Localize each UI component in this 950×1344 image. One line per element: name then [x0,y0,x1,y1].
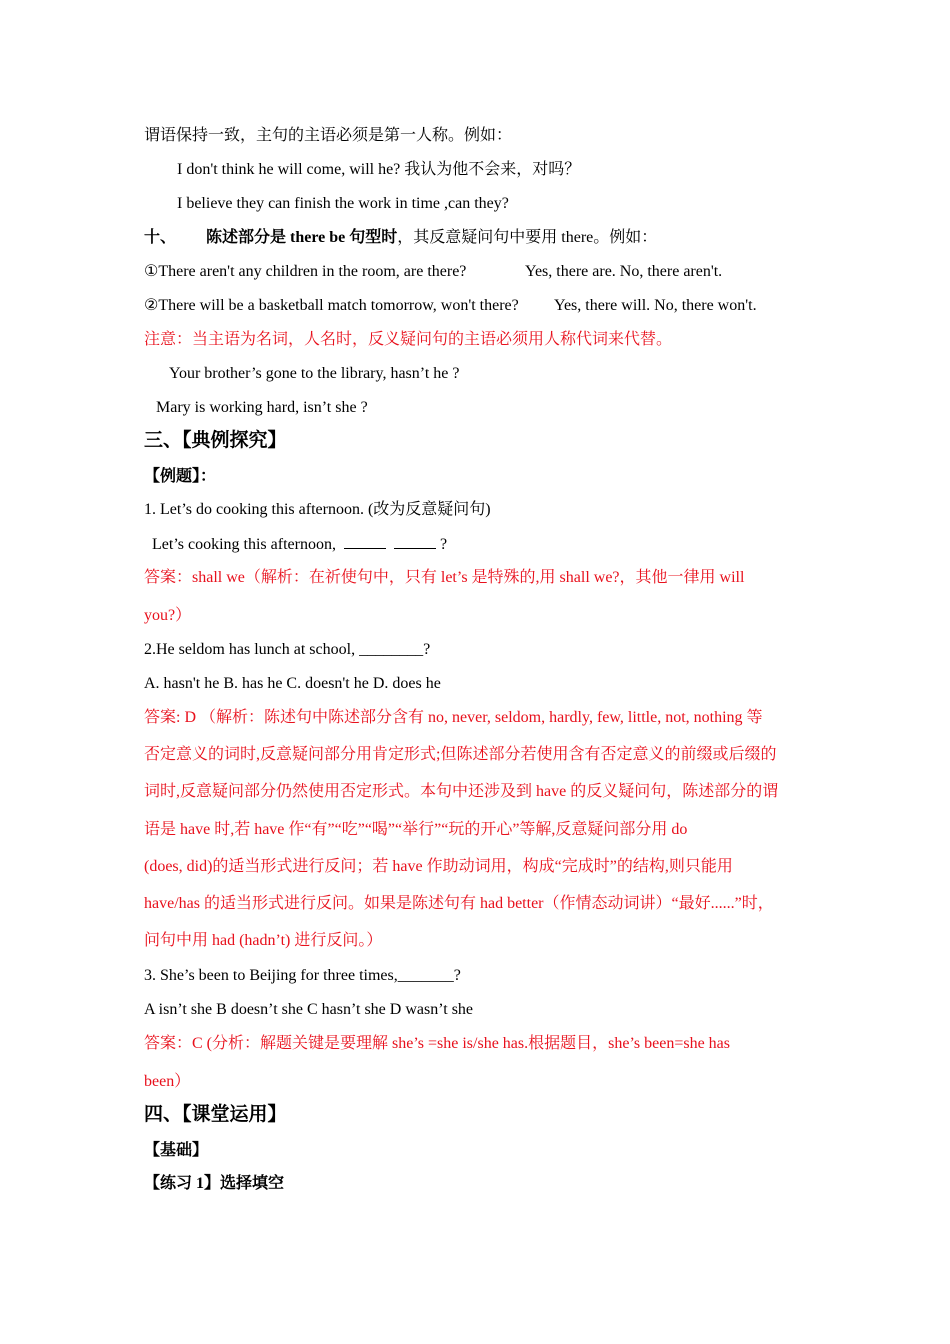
note-example-2: Mary is working hard, isn’t she ? [156,399,368,416]
question-2-options: A. hasn't he B. has he C. doesn't he D. does he [144,675,441,692]
paragraph-intro-continued: 谓语保持一致，主句的主语必须是第一人称。例如： [144,127,513,144]
answer-blank-1 [344,534,386,549]
answer-2-line-6: have/has 的适当形式进行反问。如果是陈述句有 had better（作情态动词讲）“最好......”时， [144,895,774,912]
exercise-1-label: 【练习 1】选择填空 [144,1175,285,1192]
answer-1-line-2: you?） [144,607,192,624]
question-2: 2.He seldom has lunch at school, ________? [144,641,431,658]
note-example-1: Your brother’s gone to the library, hasn’t he ? [169,365,460,382]
there-example-b: ②There will be a basketball match tomorrow, won't there? [144,297,519,314]
answer-3-line-1: 答案：C (分析：解题关键是要理解 she’s =she is/she has.根据题目，she’s been=she has [144,1035,731,1052]
answer-3-line-2: been） [144,1073,191,1090]
answer-2-line-4: 语是 have 时,若 have 作“有”“吃”“喝”“举行”“玩的开心”等解,反意疑问部分用 do [144,821,688,838]
section-four-heading: 四、【课堂运用】 [144,1104,287,1125]
example-sentence-1: I don't think he will come, will he? 我认为他不会来，对吗？ [177,161,581,178]
note-red: 注意：当主语为名词，人名时，反义疑问句的主语必须用人称代词来代替。 [144,331,673,348]
answer-2-line-2: 否定意义的词时,反意疑问部分用肯定形式;但陈述部分若使用含有否定意义的前缀或后缀的 [144,746,777,763]
question-1-stem [152,534,447,555]
basic-label: 【基础】 [144,1142,209,1159]
question-mark: ? [439,536,448,553]
question-1: 1. Let’s do cooking this afternoon. (改为反意疑问句) [144,501,491,518]
question-1-stem-text: Let’s cooking this afternoon, [152,536,336,553]
question-3: 3. She’s been to Beijing for three times,_______? [144,967,461,984]
answer-1-line-1: 答案：shall we（解析：在祈使句中，只有 let’s 是特殊的,用 shall we?，其他一律用 will [144,569,745,586]
rule-ten-bold: 陈述部分是 there be 句型时 [206,229,398,246]
rule-number: 十、 [144,229,177,246]
rule-ten-heading [144,228,657,248]
question-3-options: A isn’t she B doesn’t she C hasn’t she D wasn’t she [144,1001,474,1018]
answer-2-line-7: 问句中用 had (hadn’t) 进行反问。） [144,932,383,949]
section-three-heading: 三、【典例探究】 [144,430,287,451]
there-example-b-answer: Yes, there will. No, there won't. [554,297,757,314]
example-sentence-2: I believe they can finish the work in time ,can they? [177,195,509,212]
answer-2-line-3: 词时,反意疑问部分仍然使用否定形式。本句中还涉及到 have 的反义疑问句，陈述部分的谓 [144,783,779,800]
answer-blank-2 [394,534,436,549]
there-example-a: ①There aren't any children in the room, are there? [144,263,467,280]
there-example-a-answer: Yes, there are. No, there aren't. [525,263,723,280]
answer-2-line-5: (does, did)的适当形式进行反问；若 have 作助动词用，构成“完成时”的结构,则只能用 [144,858,733,875]
answer-2-line-1: 答案: D （解析：陈述句中陈述部分含有 no, never, seldom, hardly, few, little, not, nothing 等 [144,709,763,726]
rule-ten-rest: ，其反意疑问句中要用 there。例如： [397,229,658,246]
example-label: 【例题】： [144,468,217,485]
